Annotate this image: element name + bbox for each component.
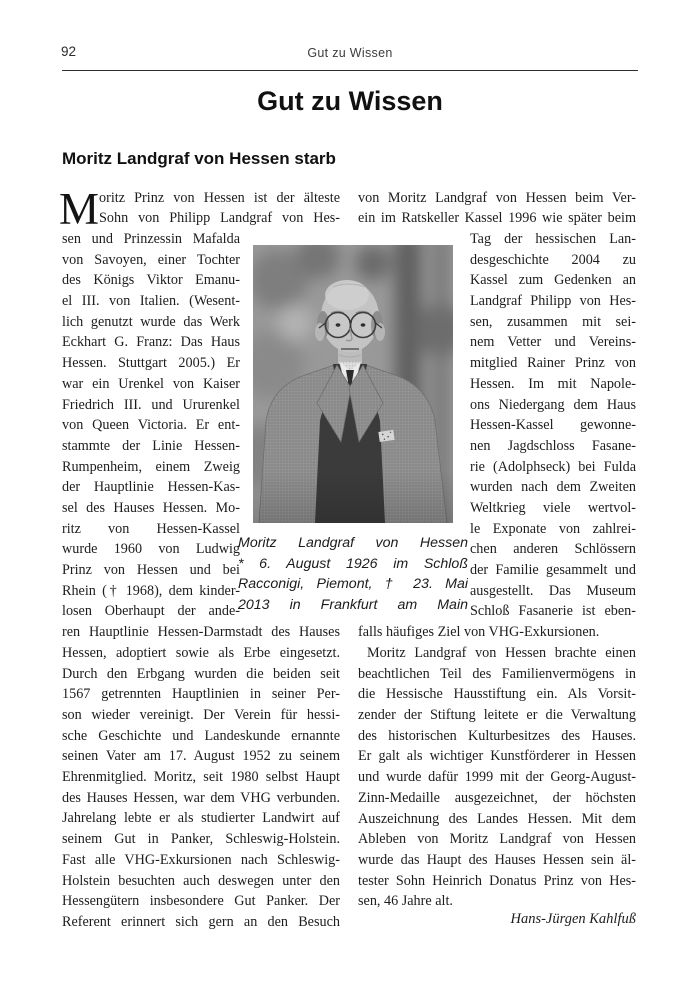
left-column-top-text <box>99 188 340 229</box>
text-line: Moritz Landgraf von Hessen brachte einen <box>367 645 636 661</box>
text-line: 1567 getrennten Hauptlinien in seiner Per- <box>62 686 340 703</box>
article-title: Gut zu Wissen <box>257 86 443 116</box>
text-line: beachtlichen Teil des Familienvermögens in <box>358 665 636 682</box>
text-line: Ehrenmitglied. Moritz, seit 1980 selbst Haupt <box>62 769 340 786</box>
text-line: sel des Hauses Hessen. Mo- <box>62 499 240 516</box>
left-column-narrow-text <box>62 229 240 622</box>
header-rule <box>62 70 638 71</box>
text-line: der Hauptlinie Hessen-Kas- <box>62 479 240 496</box>
text-line: Hessengütern insbesondere Gut Panker. Der <box>62 893 340 910</box>
text-line: Referent erinnert sich gern an den Besuch <box>62 913 340 930</box>
text-line: ren Hauptlinie Hessen-Darmstadt des Hauses <box>62 624 340 641</box>
text-line: sen, 46 Jahre alt. <box>358 893 453 910</box>
text-line: falls häufiges Ziel von VHG-Exkursionen. <box>358 624 600 641</box>
text-line: Rhein († 1968), dem kinder- <box>62 582 240 599</box>
text-line: nem Vetter und Vereins- <box>470 334 636 351</box>
text-line: chen anderen Schlössern <box>470 541 636 558</box>
text-line: Hessen. Im mit Napole- <box>470 375 636 392</box>
text-line: Jahrelang lebte er als studierter Landwirt auf <box>62 810 340 827</box>
text-line: Hessen-Kassel gewonne- <box>470 417 636 434</box>
text-line: seinem Gut in Panker, Schleswig-Holstein. <box>62 831 340 848</box>
right-column-paragraph2 <box>358 643 636 891</box>
article-subtitle: Moritz Landgraf von Hessen starb <box>62 149 336 168</box>
text-line: ausgestellt. Das Museum <box>470 582 636 599</box>
right-column-narrow-text <box>470 229 636 622</box>
text-line: ons Niedergang dem Haus <box>470 396 636 413</box>
text-line: sche Geschichte und Landeskunde ernannte <box>62 727 340 744</box>
text-line: die Hessische Hausstiftung ein. Als Vorsit- <box>358 686 636 703</box>
text-line: Zinn-Medaille ausgezeichnet, der höchsten <box>358 789 636 806</box>
text-line: wurden nach dem Zweiten <box>470 479 636 496</box>
portrait-photo <box>253 245 453 523</box>
text-line: zender der Stiftung leitete er die Verwaltung <box>358 707 636 724</box>
text-line: Auszeichnung des Landes Hessen. Mit dem <box>358 810 636 827</box>
text-line: Landgraf Philipp von Hes- <box>470 293 636 310</box>
author-signature: Hans-Jürgen Kahlfuß <box>510 911 636 927</box>
text-line: le Exponate von zahlrei- <box>470 520 636 537</box>
text-line: el III. von Italien. (Wesent- <box>62 293 240 310</box>
text-line: Sohn von Philipp Landgraf von Hes- <box>99 210 340 227</box>
text-line: des Hauses Hessen, war dem VHG verbunden. <box>62 789 340 806</box>
text-line: Racconigi, Piemont, † 23. Mai <box>238 576 468 593</box>
text-line: von Moritz Landgraf von Hessen beim Ver- <box>358 189 636 206</box>
text-line: Moritz Landgraf von Hessen <box>238 535 468 551</box>
text-line: rie (Adolphseck) bei Fulda <box>470 458 636 475</box>
text-line: Prinz von Hessen und bei <box>62 562 240 578</box>
text-line: lich genutzt wurde das Werk <box>62 313 240 330</box>
text-line: mitglied Rainer Prinz von <box>470 355 636 372</box>
text-line: von Savoyen, einer Tochter <box>62 251 240 268</box>
text-line: wurde 1960 von Ludwig <box>62 541 240 558</box>
text-line: Rumpenheim, einem Zweig <box>62 458 240 475</box>
text-line: Weltkrieg viele wertvol- <box>470 499 636 516</box>
text-line: * 6. August 1926 im Schloß <box>238 555 468 572</box>
text-line: 2013 in Frankfurt am Main <box>238 597 468 614</box>
text-line: seinen Vater am 17. August 1952 zu seinem <box>62 748 340 765</box>
text-line: Hessen, adoptiert sowie als Erbe eingesetzt. <box>62 644 340 661</box>
text-line: desgeschichte 2004 zu <box>470 251 636 268</box>
text-line: von Queen Victoria. Er ent- <box>62 417 240 434</box>
text-line: oritz Prinz von Hessen ist der älteste <box>99 189 340 206</box>
text-line: Schloß Fasanerie ist eben- <box>470 603 636 620</box>
text-line: wurde das Haupt des Hauses Hessen sein äl- <box>358 851 636 868</box>
text-line: Hessen. Stuttgart 2005.) Er <box>62 355 240 372</box>
text-line: sen, zusammen mit sei- <box>470 313 636 330</box>
text-line: des Königs Viktor Emanu- <box>62 272 240 289</box>
right-column-paragraph1-end <box>358 622 636 643</box>
text-line: Eckhart G. Franz: Das Haus <box>62 334 240 351</box>
text-line: der Familie gesammelt und <box>470 562 636 578</box>
text-line: losen Oberhaupt der ande- <box>62 603 240 620</box>
text-line: und wurde dafür 1999 mit der Georg-August- <box>358 769 636 786</box>
text-line: Er galt als wichtiger Kunstförderer in Hessen <box>358 748 636 765</box>
text-line: nen Jagdschloss Fasane- <box>470 437 636 454</box>
text-line: ritz von Hessen-Kassel <box>62 520 240 537</box>
text-line: Holstein besuchten auch deswegen unter den <box>62 872 340 889</box>
right-column-top-text <box>358 188 636 229</box>
text-line: des historischen Kulturbesitzes des Hauses. <box>358 727 636 744</box>
text-line: Friedrich III. und Ururenkel <box>62 396 240 413</box>
page-number: 92 <box>61 44 77 59</box>
text-line: tester Sohn Heinrich Donatus Prinz von Hes- <box>358 872 636 889</box>
portrait-photo-illustration <box>253 245 453 523</box>
running-head: Gut zu Wissen <box>307 46 393 60</box>
text-line: ein im Ratskeller Kassel 1996 wie später beim <box>358 210 636 227</box>
right-column-paragraph2-end <box>358 891 636 912</box>
text-line: Tag der hessischen Lan- <box>470 231 636 247</box>
text-line: Kassel zum Gedenken an <box>470 272 636 289</box>
text-line: son wieder vereinigt. Der Verein für hessi- <box>62 707 340 724</box>
drop-cap: M <box>59 184 100 234</box>
text-line: Durch den Erbgang wurden die beiden seit <box>62 665 340 682</box>
text-line: sen und Prinzessin Mafalda <box>62 231 240 247</box>
left-column-bottom-text <box>62 622 340 932</box>
text-line: war ein Urenkel von Kaiser <box>62 375 240 392</box>
text-line: Fast alle VHG-Exkursionen nach Schleswig- <box>62 851 340 868</box>
text-line: Ableben von Moritz Landgraf von Hessen <box>358 831 636 848</box>
text-line: stammte der Linie Hessen- <box>62 437 240 454</box>
photo-caption <box>238 533 468 616</box>
